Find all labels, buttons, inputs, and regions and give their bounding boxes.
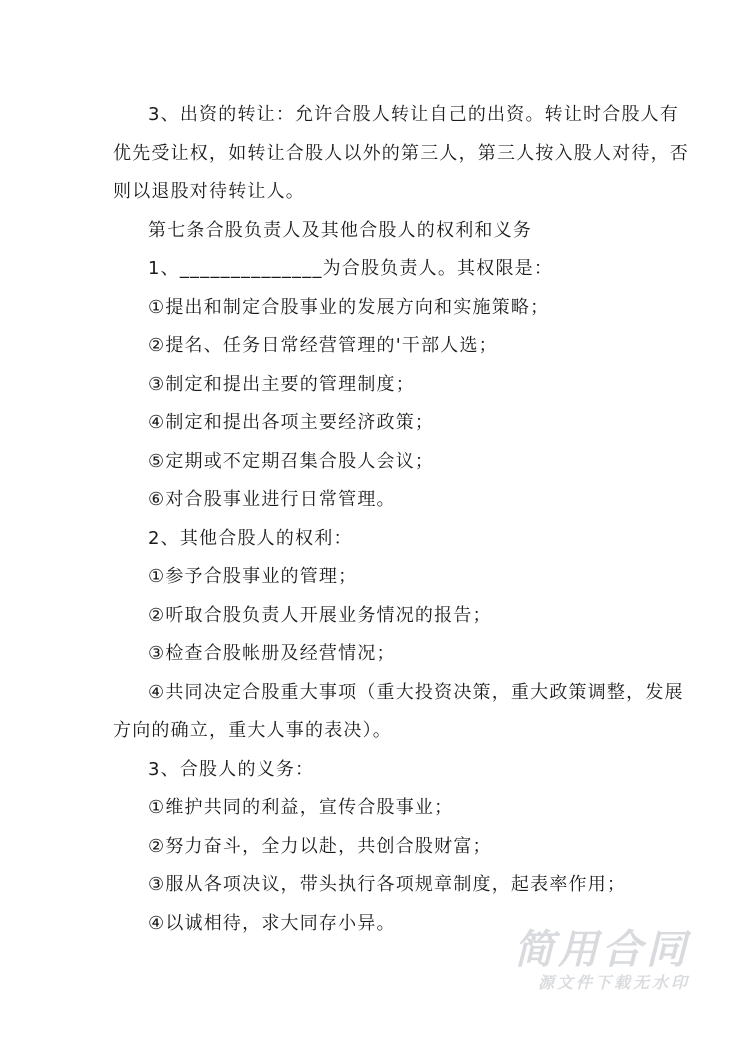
rights-item-4-cont: 方向的确立，重大人事的表决）。	[113, 720, 392, 741]
lead-power-item-6: ⑥对合股事业进行日常管理。	[148, 489, 396, 510]
other-partners-rights-heading: 2、其他合股人的权利：	[148, 528, 353, 549]
paragraph-transfer-of-capital: 3、出资的转让：允许合股人转让自己的出资。转让时合股人有	[148, 104, 680, 125]
rights-item-1: ①参予合股事业的管理；	[148, 566, 358, 587]
rights-item-4: ④共同决定合股重大事项（重大投资决策，重大政策调整，发展	[148, 682, 684, 703]
paragraph-transfer-cont-1: 优先受让权，如转让合股人以外的第三人，第三人按入股人对待，否	[113, 143, 689, 164]
obligation-item-4: ④以诚相待，求大同存小异。	[148, 913, 396, 934]
paragraph-transfer-cont-2: 则以退股对待转让人。	[113, 181, 305, 202]
lead-power-item-1: ①提出和制定合股事业的发展方向和实施策略；	[148, 297, 550, 318]
rights-item-2: ②听取合股负责人开展业务情况的报告；	[148, 605, 492, 626]
article-seven-heading: 第七条合股负责人及其他合股人的权利和义务	[148, 220, 532, 241]
obligation-item-3: ③服从各项决议，带头执行各项规章制度，起表率作用；	[148, 874, 627, 895]
lead-power-item-5: ⑤定期或不定期召集合股人会议；	[148, 451, 435, 472]
lead-power-item-3: ③制定和提出主要的管理制度；	[148, 374, 415, 395]
paragraph-lead-partner: 1、______________为合股负责人。其权限是：	[148, 258, 554, 279]
watermark-subtext: 源文件下载无水印	[537, 973, 690, 992]
rights-item-3: ③检查合股帐册及经营情况；	[148, 643, 396, 664]
watermark-logo-text: 简用合同	[514, 927, 690, 973]
obligation-item-1: ①维护共同的利益，宣传合股事业；	[148, 797, 454, 818]
lead-power-item-4: ④制定和提出各项主要经济政策；	[148, 412, 435, 433]
partner-obligations-heading: 3、合股人的义务：	[148, 759, 315, 780]
lead-power-item-2: ②提名、任务日常经营管理的'干部人选；	[148, 335, 498, 356]
obligation-item-2: ②努力奋斗，全力以赴，共创合股财富；	[148, 836, 492, 857]
